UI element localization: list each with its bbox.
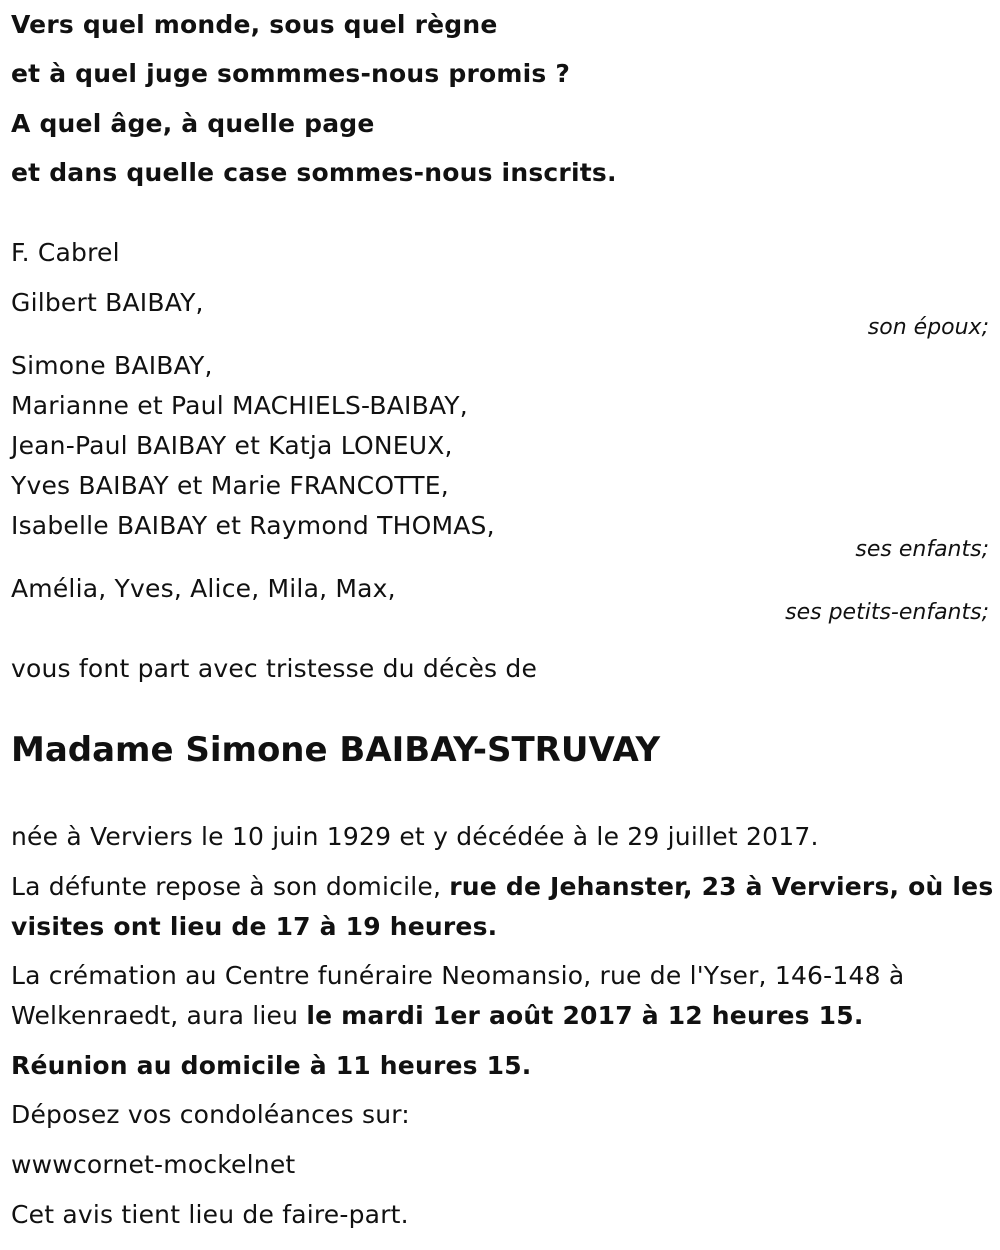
child-5: Isabelle BAIBAY et Raymond THOMAS, [11,511,495,540]
poem-line-3: A quel âge, à quelle page [11,109,375,138]
condolences-line: Déposez vos condoléances sur: [11,1100,410,1129]
repose-line-1 [11,872,993,902]
poem-line-1: Vers quel monde, sous quel règne [11,10,498,39]
spouse-role: son époux; [867,315,989,340]
poem-line-2: et à quel juge sommmes-nous promis ? [11,59,571,88]
website-link[interactable]: wwwcornet-mockelnet [11,1150,296,1179]
repose-line-2: visites ont lieu de 17 à 19 heures. [11,912,498,941]
poem-line-4: et dans quelle case sommes-nous inscrits. [11,158,617,187]
closing-line: Cet avis tient lieu de faire-part. [11,1200,409,1229]
cremation-date: le mardi 1er août 2017 à 12 heures 15. [306,1001,864,1030]
reunion-line: Réunion au domicile à 11 heures 15. [11,1051,532,1080]
grandchildren-role: ses petits-enfants; [785,600,989,625]
child-4: Yves BAIBAY et Marie FRANCOTTE, [11,471,449,500]
repose-address: rue de Jehanster, 23 à Verviers, où les [449,872,994,901]
deceased-name: Madame Simone BAIBAY-STRUVAY [11,730,661,770]
child-3: Jean-Paul BAIBAY et Katja LONEUX, [11,431,453,460]
birth-death-line: née à Verviers le 10 juin 1929 et y décédée à le 29 juillet 2017. [11,822,819,851]
grandchildren-names: Amélia, Yves, Alice, Mila, Max, [11,574,396,603]
repose-intro: La défunte repose à son domicile, [11,872,442,901]
child-1: Simone BAIBAY, [11,351,213,380]
child-2: Marianne et Paul MACHIELS-BAIBAY, [11,391,468,420]
announcement-text: vous font part avec tristesse du décès de [11,654,538,683]
poem-author: F. Cabrel [11,238,120,267]
spouse-name: Gilbert BAIBAY, [11,288,204,317]
cremation-line-1: La crémation au Centre funéraire Neomansio, rue de l'Yser, 146-148 à [11,961,905,990]
children-role: ses enfants; [855,537,989,562]
cremation-intro: Welkenraedt, aura lieu [11,1001,299,1030]
cremation-line-2 [11,1001,864,1031]
